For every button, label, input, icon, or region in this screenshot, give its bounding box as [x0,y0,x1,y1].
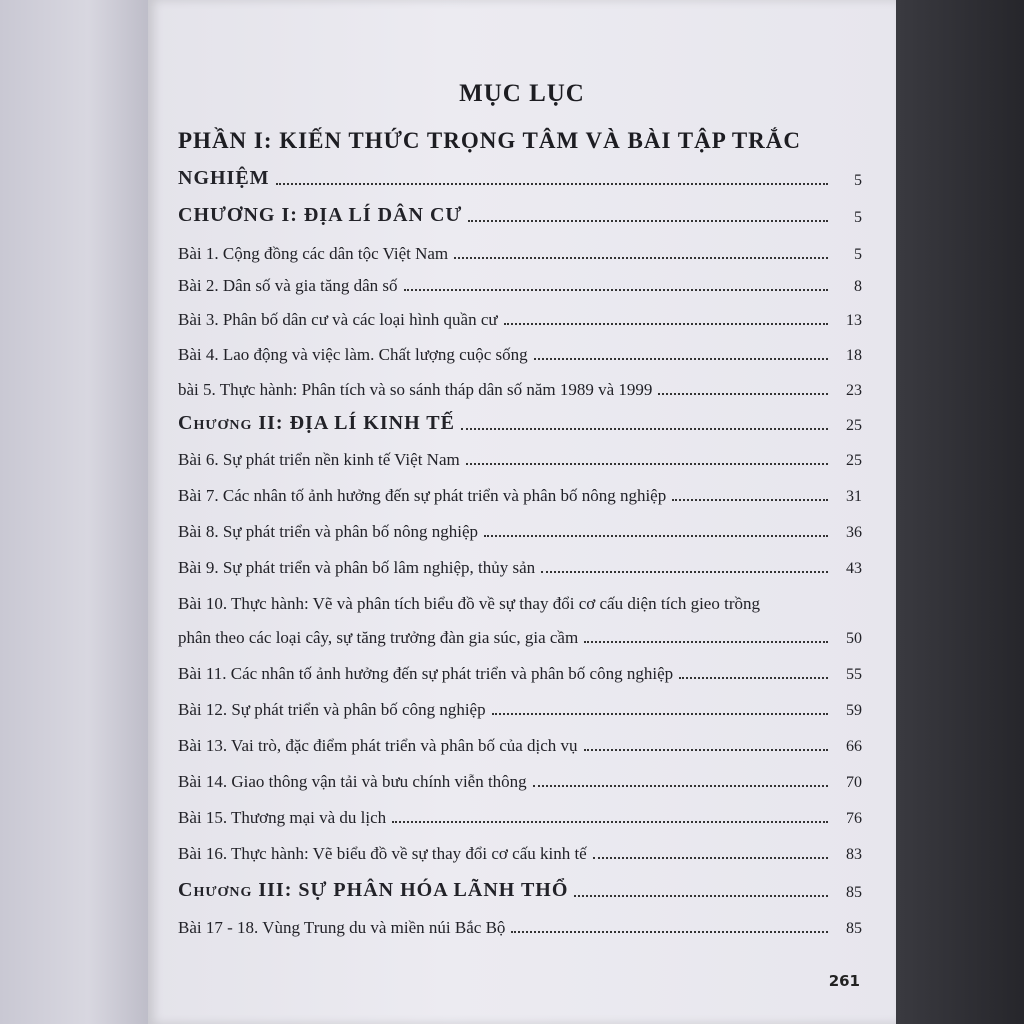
toc-entry-page: 50 [846,630,862,647]
toc-entry-page: 85 [846,884,862,901]
toc-entry [178,762,862,792]
toc-entry [178,654,862,684]
toc-leader [511,930,828,933]
toc-entry-label: Bài 3. Phân bố dân cư và các loại hình quần cư [178,310,498,329]
toc-entry-page: 59 [846,702,862,719]
toc-leader [504,322,828,325]
toc-entry [178,234,862,264]
toc-entry-label: Bài 17 - 18. Vùng Trung du và miền núi Bắc Bộ [178,918,506,937]
toc-leader [454,256,828,259]
toc-leader [404,288,828,291]
toc-entry-label: Chương III: SỰ PHÂN HÓA LÃNH THỔ [178,879,569,901]
toc-entry-page: 66 [846,738,862,755]
toc-entry-label: Chương II: ĐỊA LÍ KINH TẾ [178,412,455,434]
toc-entry-page: 8 [854,278,862,295]
toc-entry [178,908,862,938]
toc-entry [178,548,862,578]
book-binding-left [0,0,160,1024]
toc-leader [534,357,828,360]
toc-chapter [178,197,862,227]
toc-leader [468,219,828,222]
toc-entry-page: 25 [846,452,862,469]
toc-entry [178,370,862,400]
toc-entry-label: Bài 2. Dân số và gia tăng dân số [178,276,398,295]
toc-entry [178,834,862,864]
book-page [148,0,896,1024]
toc-leader [466,462,828,465]
toc-entry [178,584,862,614]
toc-leader [672,498,828,501]
toc-entry-label: Bài 16. Thực hành: Vẽ biểu đồ về sự thay đổi cơ cấu kinh tế [178,844,587,863]
toc-entry-label: phân theo các loại cây, sự tăng trưởng đàn gia súc, gia cầm [178,628,579,647]
toc-leader [276,182,828,185]
background-edge [896,0,1024,1024]
toc-entry [178,690,862,720]
toc-entry [178,266,862,296]
toc-entry-label: Bài 1. Cộng đồng các dân tộc Việt Nam [178,244,449,263]
part-heading: PHẦN I: KIẾN THỨC TRỌNG TÂM VÀ BÀI TẬP TRẮC [178,128,801,153]
toc-leader [593,856,828,859]
toc-leader [584,748,828,751]
toc-entry-page: 5 [854,172,862,189]
page-title: MỤC LỤC [459,80,585,107]
toc-entry-label: Bài 8. Sự phát triển và phân bố nông nghiệp [178,522,479,541]
toc-entry-page: 43 [846,560,862,577]
toc-entry-page: 23 [846,382,862,399]
toc-entry [178,335,862,365]
toc-leader [392,820,828,823]
toc-entry-page: 76 [846,810,862,827]
toc-entry-label: NGHIỆM [178,167,270,189]
toc-entry [178,476,862,506]
toc-entry-page: 36 [846,524,862,541]
toc-entry [178,160,862,190]
toc-entry-label: Bài 7. Các nhân tố ảnh hưởng đến sự phát triển và phân bố nông nghiệp [178,486,667,505]
toc-chapter [178,405,862,435]
toc-entry-page: 70 [846,774,862,791]
toc-entry [178,300,862,330]
toc-entry-label: bài 5. Thực hành: Phân tích và so sánh tháp dân số năm 1989 và 1999 [178,380,653,399]
toc-entry-page: 31 [846,488,862,505]
toc-entry-label: Bài 4. Lao động và việc làm. Chất lượng cuộc sống [178,345,528,364]
toc-leader [658,392,828,395]
toc-entry-label: Bài 15. Thương mại và du lịch [178,808,387,827]
toc-entry-page: 5 [854,246,862,263]
toc-entry [178,512,862,542]
toc-leader [574,894,828,897]
toc-entry-label: Bài 14. Giao thông vận tải và bưu chính viễn thông [178,772,527,791]
toc-entry-label: Bài 6. Sự phát triển nền kinh tế Việt Nam [178,450,460,469]
toc-entry-label: Bài 9. Sự phát triển và phân bố lâm nghiệp, thủy sản [178,558,536,577]
toc-entry-label: Bài 11. Các nhân tố ảnh hưởng đến sự phát triển và phân bố công nghiệp [178,664,674,683]
toc-entry-page: 5 [854,209,862,226]
toc-leader [492,712,828,715]
toc-chapter [178,872,862,902]
toc-leader [679,676,828,679]
toc-entry-page: 83 [846,846,862,863]
toc-entry-page: 18 [846,347,862,364]
toc-entry-page: 55 [846,666,862,683]
toc-entry-page: 13 [846,312,862,329]
toc-entry-page: 85 [846,920,862,937]
toc-leader [584,640,828,643]
toc-leader [461,427,828,430]
toc-entry [178,798,862,828]
toc-entry-label: Bài 12. Sự phát triển và phân bố công nghiệp [178,700,486,719]
toc-entry [178,726,862,756]
toc-entry-label: CHƯƠNG I: ĐỊA LÍ DÂN CƯ [178,204,463,226]
toc-leader [541,570,828,573]
toc-entry-label: Bài 13. Vai trò, đặc điểm phát triển và phân bố của dịch vụ [178,736,578,755]
toc-entry [178,440,862,470]
toc-leader [533,784,828,787]
toc-entry-label: Bài 10. Thực hành: Vẽ và phân tích biểu đồ về sự thay đổi cơ cấu diện tích gieo trồng [178,594,760,613]
page-number: 261 [828,972,860,990]
toc-leader [484,534,828,537]
toc-entry [178,618,862,648]
toc-entry-page: 25 [846,417,862,434]
